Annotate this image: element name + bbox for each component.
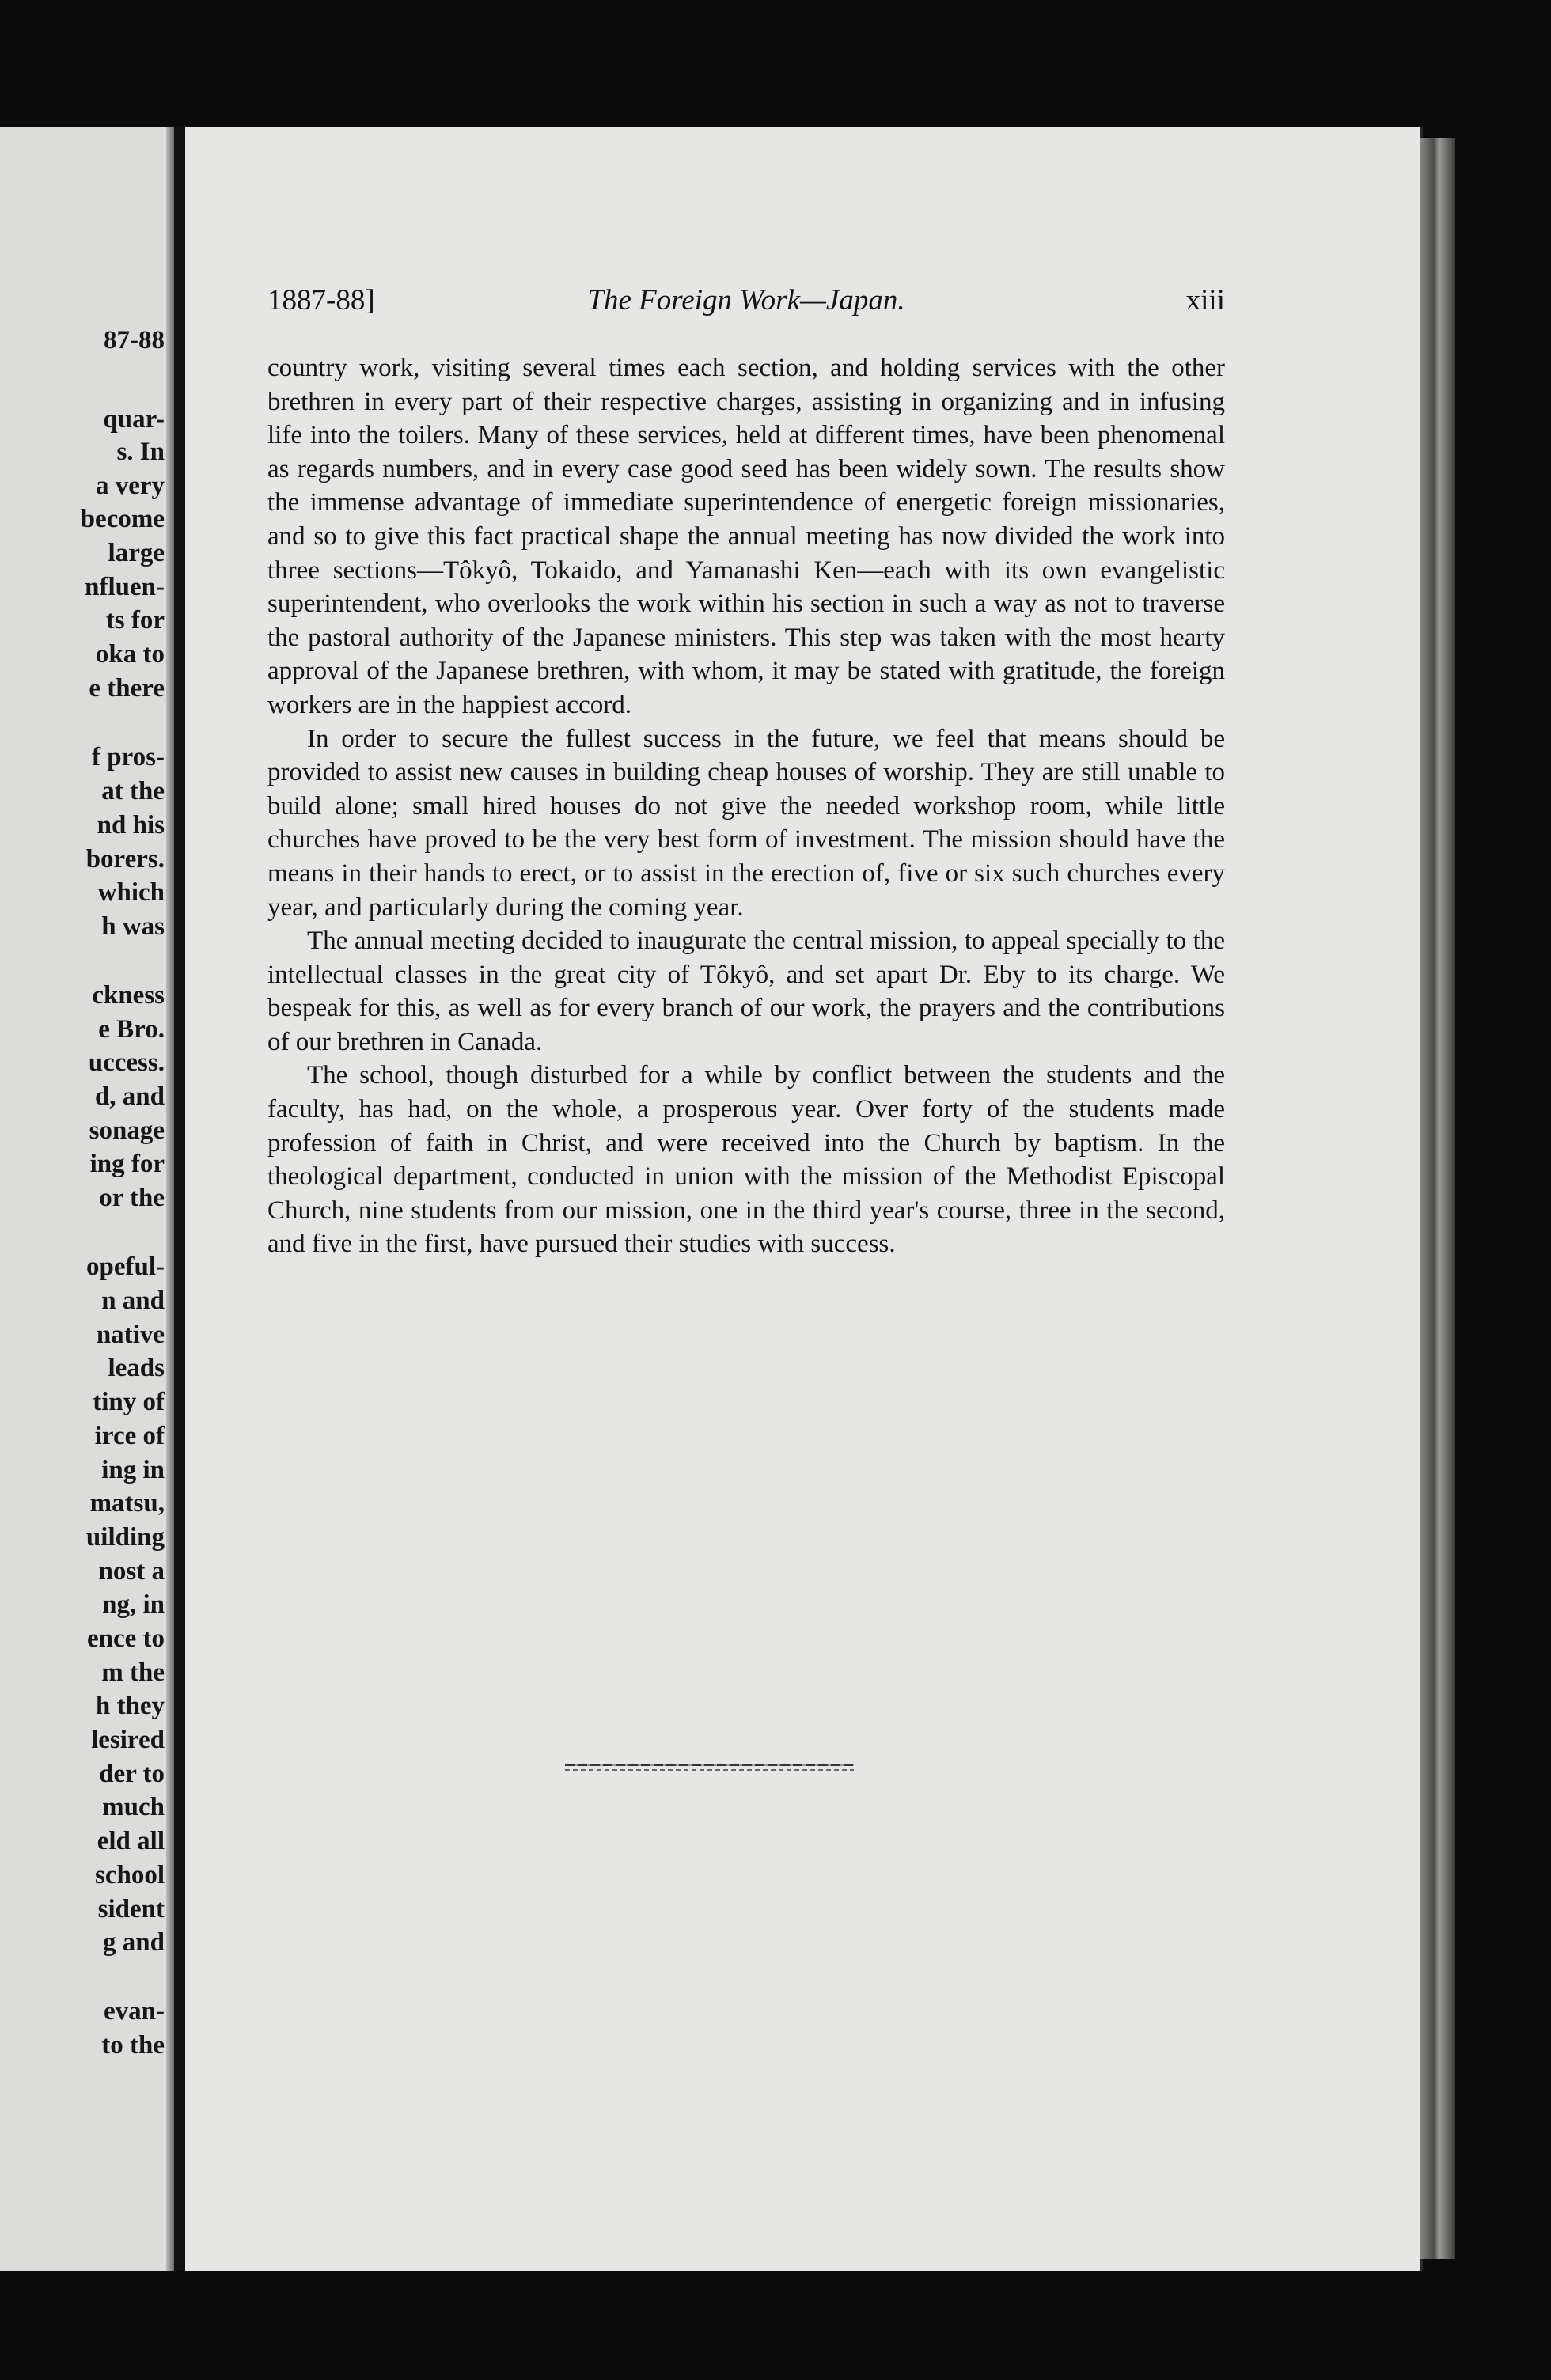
book-page <box>185 127 1423 2271</box>
previous-page-line: s. In <box>116 438 165 466</box>
previous-page-line: opeful- <box>86 1253 165 1281</box>
previous-page-line: ence to <box>86 1624 165 1653</box>
previous-page-line: nd his <box>97 811 165 839</box>
previous-page-line: uilding <box>85 1523 165 1552</box>
previous-page-line: ing in <box>101 1456 165 1484</box>
previous-page-line: h was <box>101 912 165 941</box>
previous-page-line: m the <box>101 1658 165 1687</box>
previous-page-line: irce of <box>94 1422 165 1450</box>
previous-page-line: e Bro. <box>98 1015 165 1044</box>
page-fold <box>166 127 174 2271</box>
paragraph-2: In order to secure the fullest success in the future, we feel that means should be provided to assist new causes in building cheap houses of worship. They are still unable to build alone; small hired houses do not give the needed workshop room, while little churches have proved to be the very best form of investment. The mission should have the means in their hands to erect, or to assist in the erection of, five or six such churches every year, and particularly during the coming year. <box>267 724 1225 922</box>
book-gutter <box>174 127 185 2271</box>
previous-page-line: n and <box>101 1287 165 1315</box>
previous-page-line: which <box>97 878 165 907</box>
previous-page-line: ng, in <box>102 1590 165 1619</box>
previous-page-line: school <box>94 1861 165 1889</box>
previous-page-line: ts for <box>105 606 165 635</box>
paragraph-1: country work, visiting several times each section, and holding services with the other brethren in every part of their respective charges, assisting in organizing and in infusing life into the toilers. Many of these services, held at different times, have been phenomenal as regards numbers, and in every case good seed has been widely sown. The results show the immense advantage of immediate superintendence of energetic foreign missionaries, and so to give this fact practical shape the annual meeting has now divided the work into three sections—Tôkyô, Tokaido, and Yamanashi Ken—each with its own evangelistic superintendent, who overlooks the work within his section in such a way as not to traverse the pastoral authority of the Japanese ministers. This step was taken with the most hearty approval of the Japanese brethren, with whom, it may be stated with gratitude, the foreign workers are in the happiest accord. <box>267 354 1225 719</box>
previous-page-line: matsu, <box>89 1489 165 1518</box>
previous-page-line: der to <box>99 1760 165 1788</box>
previous-page-line: evan- <box>104 1997 165 2026</box>
previous-page-line: g and <box>103 1928 165 1957</box>
previous-page-line: f pros- <box>92 743 165 771</box>
body-text <box>267 351 1225 1261</box>
previous-page-line: ing for <box>89 1150 165 1178</box>
previous-page-line: much <box>102 1793 165 1821</box>
header-title: The Foreign Work—Japan. <box>587 284 905 316</box>
previous-page-line: eld all <box>97 1827 165 1855</box>
previous-page-line: e there <box>89 674 165 703</box>
previous-page-line: at the <box>101 777 165 805</box>
previous-page-line: or the <box>99 1184 165 1212</box>
previous-page-line: sonage <box>89 1116 165 1145</box>
previous-page-line: become <box>80 505 165 533</box>
paragraph-4: The school, though disturbed for a while by conflict between the students and the faculty, has had, on the whole, a prosperous year. Over forty of the students made profession of faith in Christ, and were received into the Church by baptism. In the theological department, conducted in union with the mission of the Methodist Episcopal Church, nine students from our mission, one in the third year's course, three in the second, and five in the first, have pursued their studies with success. <box>267 1061 1225 1259</box>
previous-page-line: leads <box>108 1354 165 1382</box>
previous-page-line: 87-88 <box>104 326 165 354</box>
previous-page-line: h they <box>95 1692 165 1720</box>
previous-page-line: d, and <box>94 1082 165 1111</box>
previous-page-line: tiny of <box>93 1388 165 1416</box>
previous-page-line: to the <box>101 2031 165 2060</box>
previous-page-line: nfluen- <box>85 573 165 601</box>
page-number: xiii <box>1185 284 1225 316</box>
header-years: 1887-88] <box>267 284 375 316</box>
previous-page-line: borers. <box>85 845 165 874</box>
previous-page-line: nost a <box>98 1557 165 1586</box>
previous-page-line: large <box>108 539 165 567</box>
previous-page-line: uccess. <box>88 1048 165 1077</box>
section-end-rule-lower <box>565 1769 854 1771</box>
previous-page-line: lesired <box>91 1726 165 1754</box>
previous-page-line: sident <box>97 1895 165 1923</box>
page-stack-edge <box>1420 138 1455 2259</box>
previous-page-line: native <box>96 1321 165 1349</box>
previous-page-line: quar- <box>103 405 165 434</box>
previous-page-fragment <box>0 127 174 2271</box>
previous-page-line: oka to <box>95 640 165 669</box>
previous-page-line: a very <box>95 472 165 500</box>
paragraph-3: The annual meeting decided to inaugurate the central mission, to appeal specially to the intellectual classes in the great city of Tôkyô, and set apart Dr. Eby to its charge. We bespeak for this, as well as for every branch of our work, the prayers and the contributions of our brethren in Canada. <box>267 927 1225 1056</box>
section-end-rule <box>565 1764 854 1766</box>
running-header <box>267 283 1225 323</box>
previous-page-line: ckness <box>92 981 165 1010</box>
